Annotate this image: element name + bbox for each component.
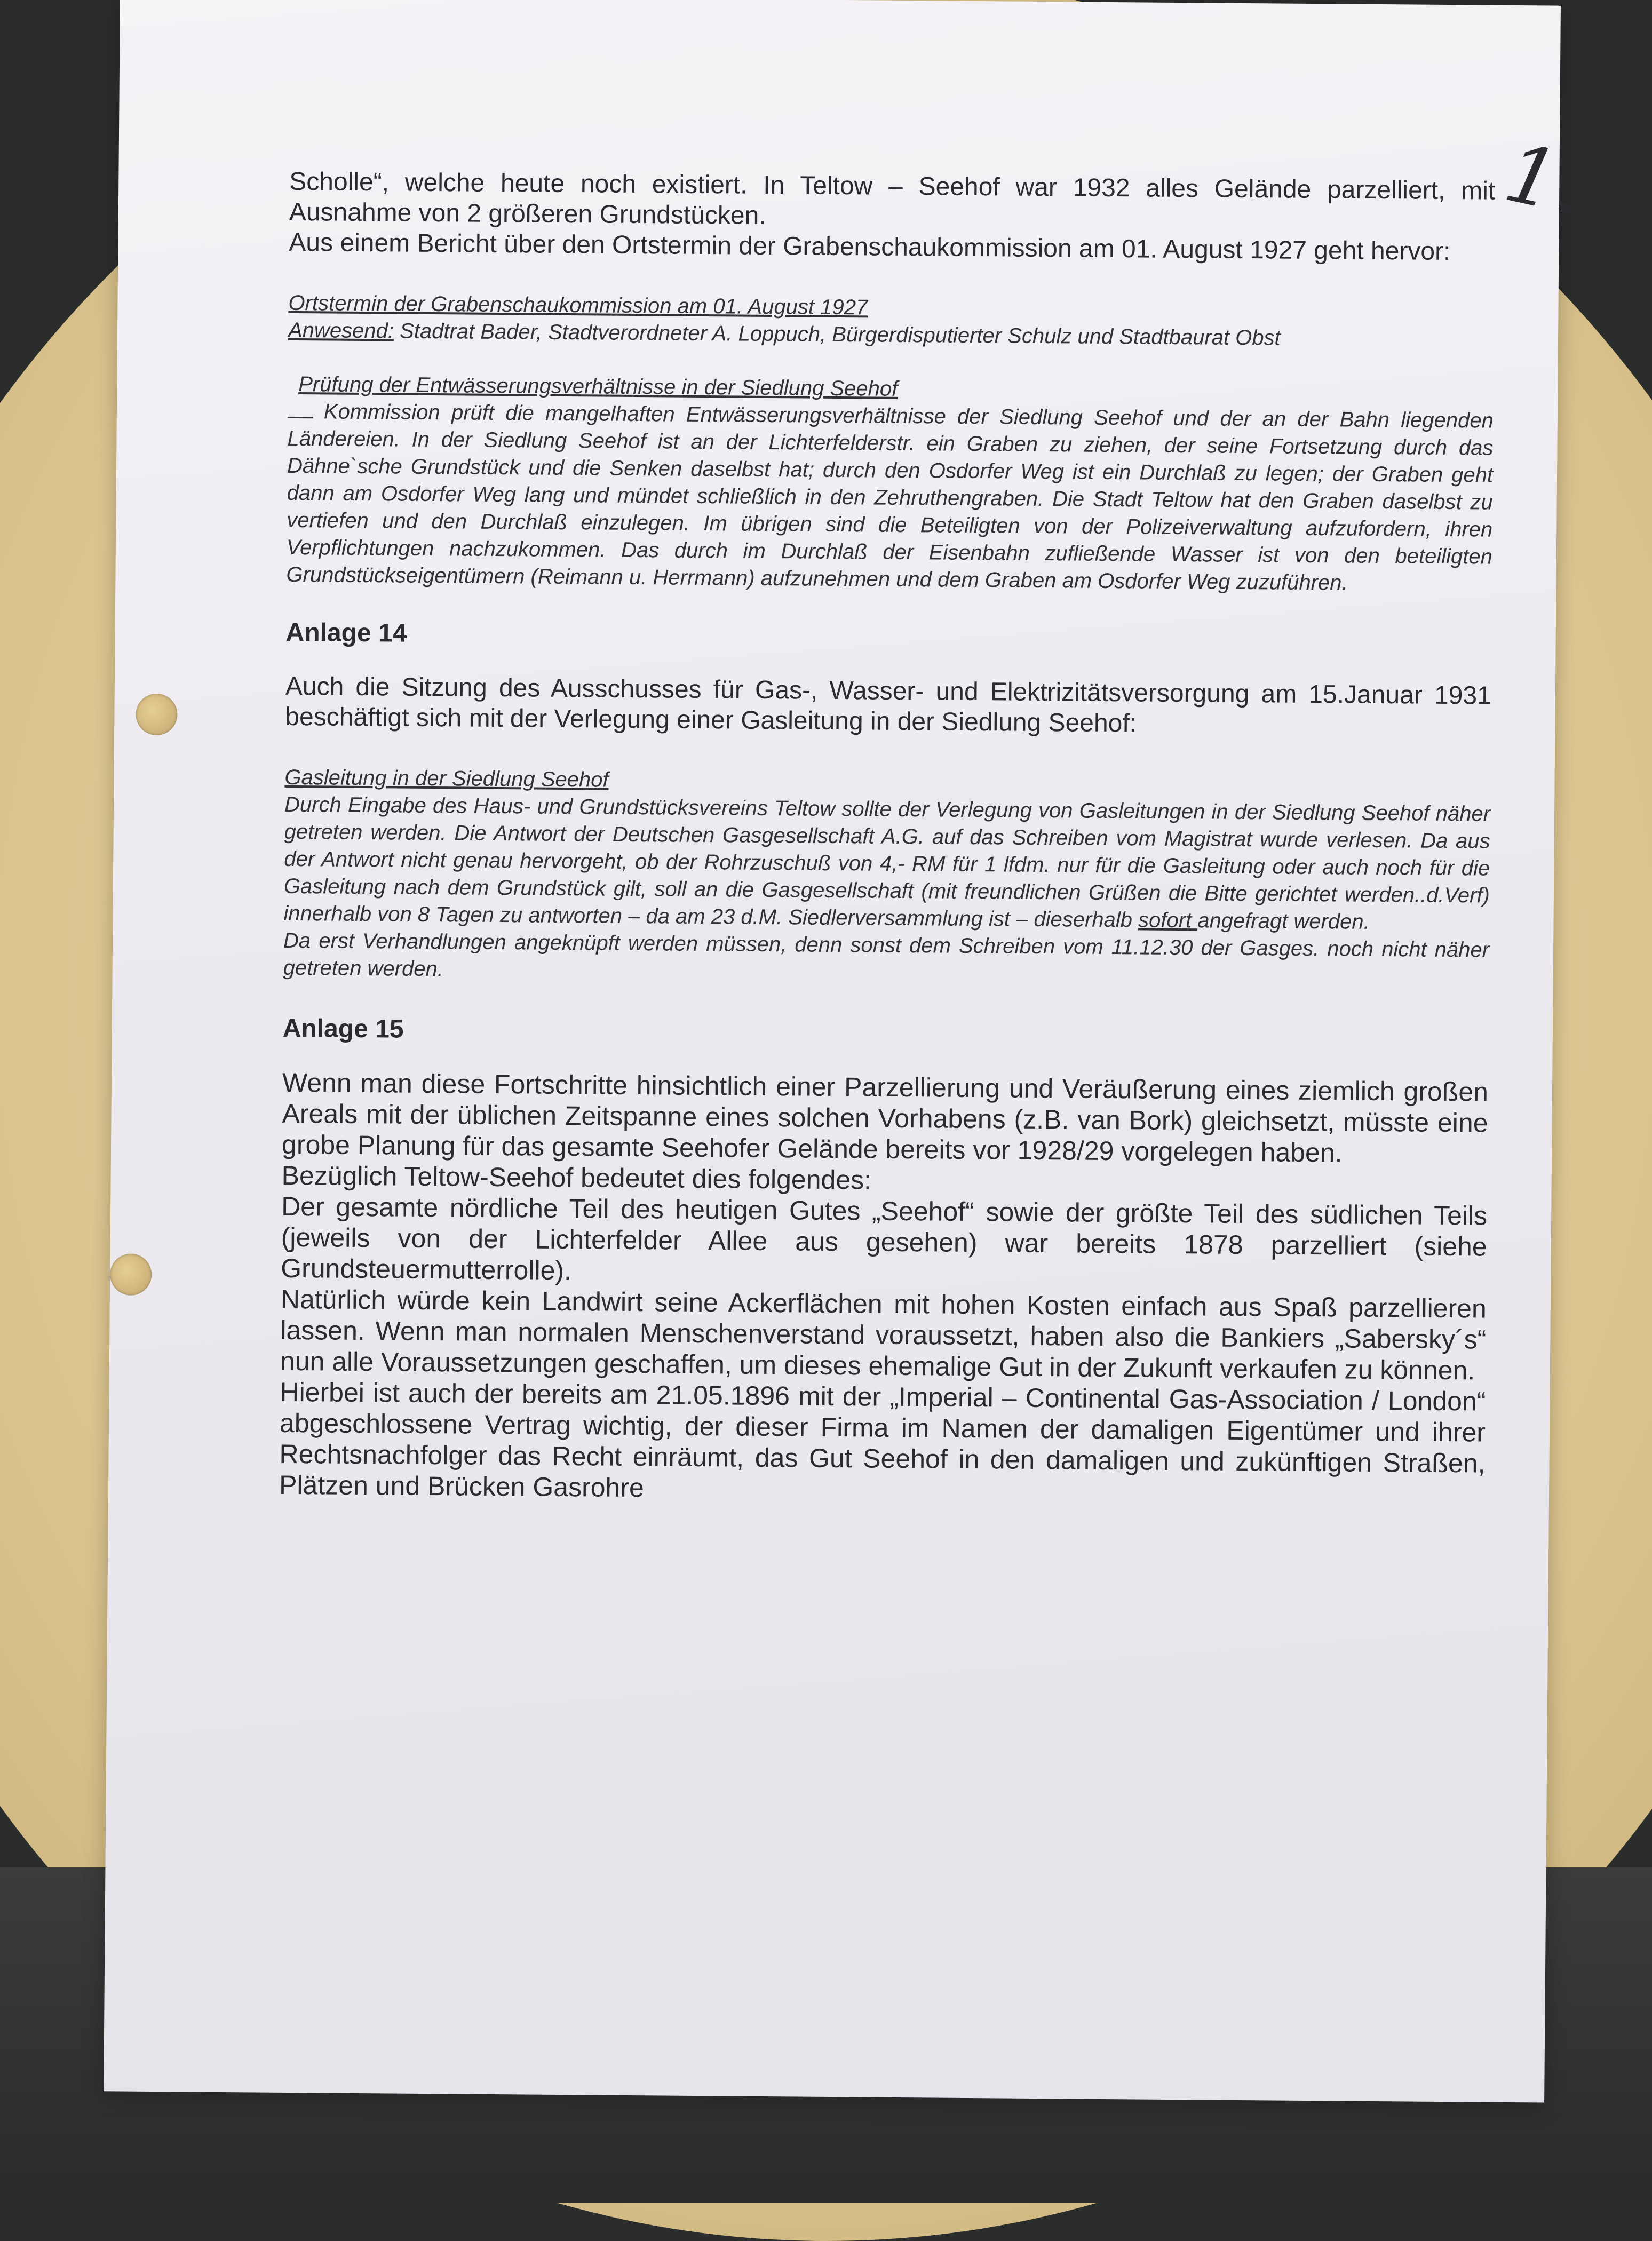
quote-gasleitung xyxy=(283,764,1491,991)
anlage-15-paragraph-5: Hierbei ist auch der bereits am 21.05.1896 mit der „Imperial – Continental Gas-Association / London“ abgeschlossene Vertrag wichtig, der dieser Firma im Namen der damaligen Eigentümer und ihrer Rechtsnachfolger das Recht einräumt, das Gut Seehof in den damaligen und zukünftigen Straßen, Plätzen und Brücken Gasrohre xyxy=(279,1377,1486,1503)
quote-gasleitung-text-2: Da erst Verhandlungen angeknüpft werden müssen, denn sonst dem Schreiben vom 11.12.30 der Gasges. noch nicht näher getreten werden. xyxy=(283,928,1490,981)
attendees-list: Stadtrat Bader, Stadtverordneter A. Loppuch, Bürgerdisputierter Schulz und Stadtbaurat Obst xyxy=(393,319,1281,350)
quote-gasleitung-text: Durch Eingabe des Haus- und Grundstücksvereins Teltow sollte der Verlegung von Gasleitungen in der Siedlung Seehof näher getreten werden. Die Antwort der Deutschen Gasgesellschaft A.G. auf das Schreiben vom Magistrat wurde verlesen. Da aus der Antwort nicht genau hervorgeht, ob der Rohrzuschuß von 4,- RM für 1 lfdm. nur für die Gasleitung oder auch noch für die Gasleitung nach dem Grundstück gilt, soll an die Gasgesellschaft (mit freundlichen Grüßen die Bitte gerichtet werden..d.Verf) innerhalb von 8 Tagen zu antworten – da am 23 d.M. Siedlerversammlung ist – dieserhalb xyxy=(283,792,1491,932)
quote-grabenschau-subtitle: Prüfung der Entwässerungsverhältnisse in der Siedlung Seehof xyxy=(298,372,898,401)
dash-mark xyxy=(288,417,313,418)
quote-grabenschau-text: Kommission prüft die mangelhaften Entwässerungsverhältnisse der Siedlung Seehof und der an der Bahn liegenden Ländereien. In der Siedlung Seehof ist an der Lichterfelderstr. ein Graben zu ziehen, der seine Fortsetzung durch das Dähne`sche Grundstück und die Senken daselbst hat; durch den Osdorfer Weg ist ein Durchlaß zu legen; der Graben geht dann am Osdorfer Weg lang und mündet schließlich in den Zehruthengraben. Die Stadt Teltow hat den Graben daselbst zu vertiefen und den Durchlaß einzulegen. Im übrigen sind die Beteiligten von der Polizeiverwaltung aufzufordern, ihren Verpflichtungen nachzukommen. Das durch im Durchlaß der Eisenbahn zufließende Wasser ist von den beteiligten Grundstückseigentümern (Reimann u. Herrmann) aufzunehmen und dem Graben am Osdorfer Weg zuzuführen. xyxy=(286,400,1494,595)
anlage-15-paragraph-1: Wenn man diese Fortschritte hinsichtlich einer Parzellierung und Veräußerung eines ziemlich großen Areals mit der üblichen Zeitspanne eines solchen Vorhabens (z.B. van Bork) gleichsetzt, müsste eine grobe Planung für das gesamte Seehofer Gelände bereits vor 1928/29 vorgelegen haben. xyxy=(281,1067,1489,1168)
anlage-15-heading: Anlage 15 xyxy=(282,1014,404,1044)
intro-paragraph: Scholle“, welche heute noch existiert. In Teltow – Seehof war 1932 alles Gelände parzelliert, mit Ausnahme von 2 größeren Grundstücken. xyxy=(289,167,1496,230)
attendees-label: Anwesend: xyxy=(288,318,394,343)
intro-block xyxy=(289,166,1495,267)
quote-gasleitung-text-end: angefragt werden. xyxy=(1197,909,1370,934)
paper-sheet xyxy=(104,0,1592,2102)
intro-paragraph-2: Aus einem Bericht über den Ortstermin der Grabenschaukommission am 01. August 1927 geht hervor: xyxy=(289,228,1451,266)
quote-grabenschau xyxy=(286,290,1494,598)
anlage-14-heading: Anlage 14 xyxy=(285,618,407,648)
anlage-15-paragraph-2: Bezüglich Teltow-Seehof bedeutet dies folgendes: xyxy=(281,1160,872,1195)
quote-gasleitung-underlined: sofort xyxy=(1138,908,1198,933)
punch-hole-lower xyxy=(110,1253,152,1296)
anlage-14-paragraph: Auch die Sitzung des Ausschusses für Gas-, Wasser- und Elektrizitätsversorgung am 15.Januar 1931 beschäftigt sich mit der Verlegung einer Gasleitung in der Siedlung Seehof: xyxy=(285,672,1492,738)
anlage-15-paragraph-4: Natürlich würde kein Landwirt seine Ackerflächen mit hohen Kosten einfach aus Spaß parzellieren lassen. Wenn man normalen Menschenverstand voraussetzt, haben also die Bankiers „Sabersky´s“ nun alle Voraussetzungen geschaffen, um dieses ehemalige Gut in der Zukunft verkaufen zu können. xyxy=(280,1284,1487,1386)
handwritten-page-number: 1. xyxy=(1497,126,1592,234)
anlage-15-block xyxy=(279,1067,1488,1510)
document-content xyxy=(279,166,1496,1510)
anlage-14-block xyxy=(285,671,1491,742)
quote-gasleitung-title: Gasleitung in der Siedlung Seehof xyxy=(284,765,609,792)
quote-grabenschau-title: Ortstermin der Grabenschaukommission am 01. August 1927 xyxy=(288,291,868,320)
punch-hole-upper xyxy=(136,694,178,736)
anlage-15-paragraph-3: Der gesamte nördliche Teil des heutigen Gutes „Seehof“ sowie der größte Teil des südlichen Teils (jeweils von der Lichterfelder Allee aus gesehen) war bereits 1878 parzelliert (siehe Grundsteuermutterrolle). xyxy=(281,1191,1488,1286)
